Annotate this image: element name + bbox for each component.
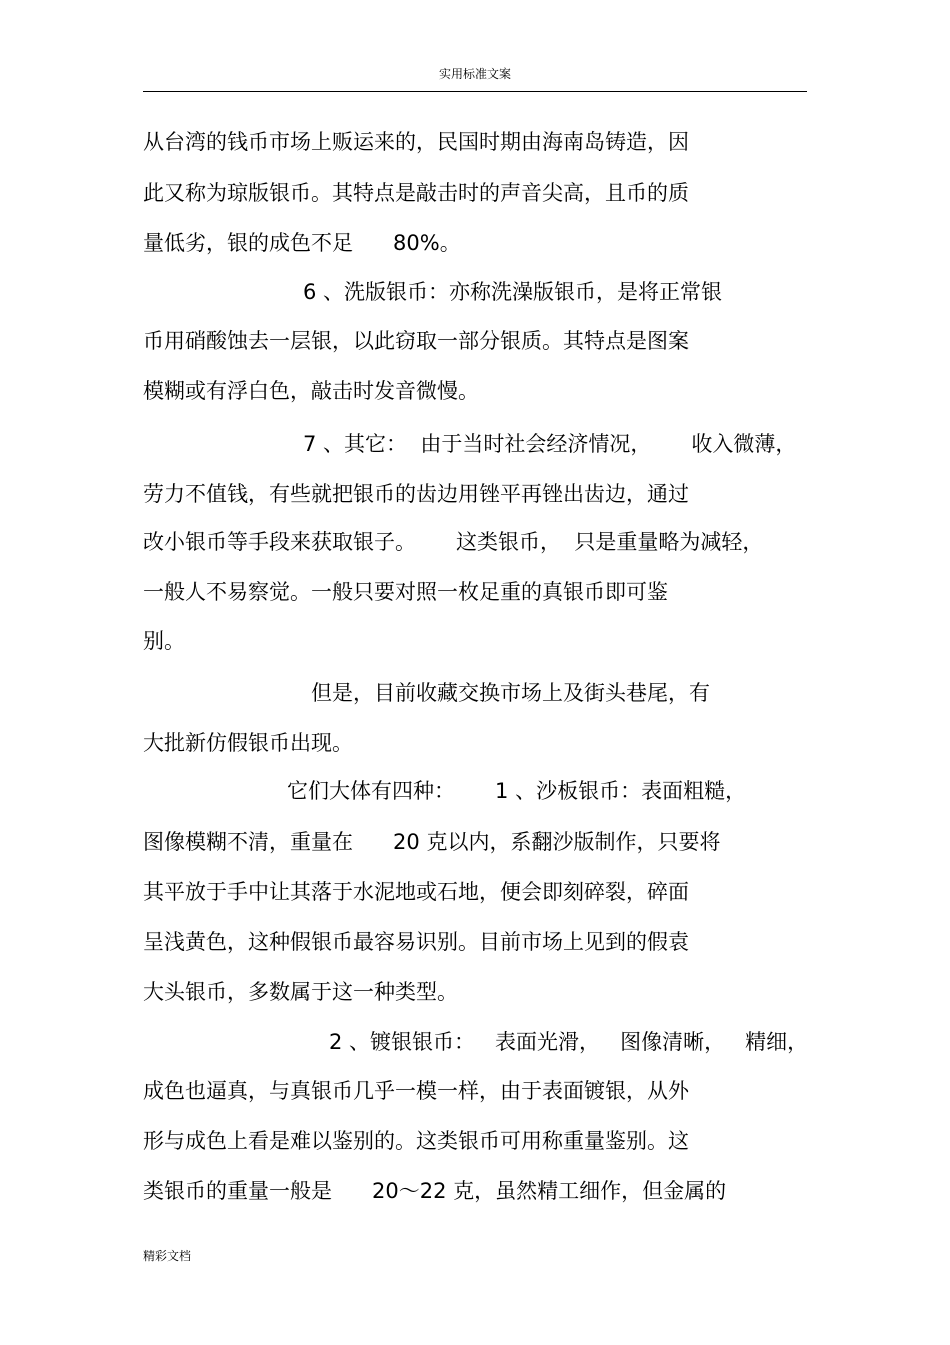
- body-line: 此又称为琼版银币。其特点是敲击时的声音尖高，且币的质: [143, 181, 689, 205]
- body-line: 但是，目前收藏交换市场上及街头巷尾，有: [311, 681, 710, 705]
- body-line: 类银币的重量一般是 20～22 克，虽然精工细作，但金属的: [143, 1179, 727, 1203]
- page-footer: 精彩文档: [143, 1249, 192, 1263]
- body-line: 6 、洗版银币：亦称洗澡版银币，是将正常银: [303, 280, 723, 304]
- body-line: 图像模糊不清，重量在 20 克以内，系翻沙版制作，只要将: [143, 830, 721, 854]
- header-divider: [143, 91, 807, 92]
- body-line: 大头银币，多数属于这一种类型。: [143, 980, 458, 1004]
- page-header: 实用标准文案: [438, 67, 511, 81]
- body-line: 一般人不易察觉。一般只要对照一枚足重的真银币即可鉴: [143, 580, 668, 604]
- body-line: 量低劣，银的成色不足 80%。: [143, 231, 461, 255]
- body-line: 7 、其它： 由于当时社会经济情况， 收入微薄，: [303, 432, 797, 456]
- body-line: 呈浅黄色，这种假银币最容易识别。目前市场上见到的假袁: [143, 930, 689, 954]
- body-line: 2 、镀银银币： 表面光滑， 图像清晰， 精细，: [329, 1030, 809, 1054]
- body-line: 它们大体有四种： 1 、沙板银币：表面粗糙，: [287, 779, 747, 803]
- body-line: 劳力不值钱，有些就把银币的齿边用锉平再锉出齿边，通过: [143, 482, 689, 506]
- body-line: 币用硝酸蚀去一层银，以此窃取一部分银质。其特点是图案: [143, 329, 689, 353]
- body-line: 成色也逼真，与真银币几乎一模一样，由于表面镀银，从外: [143, 1079, 689, 1103]
- body-line: 从台湾的钱币市场上贩运来的，民国时期由海南岛铸造，因: [143, 130, 689, 154]
- body-line: 别。: [143, 629, 185, 653]
- body-line: 大批新仿假银币出现。: [143, 731, 353, 755]
- body-line: 改小银币等手段来获取银子。 这类银币， 只是重量略为减轻，: [143, 530, 764, 554]
- body-line: 其平放于手中让其落于水泥地或石地，便会即刻碎裂，碎面: [143, 880, 689, 904]
- body-line: 模糊或有浮白色，敲击时发音微慢。: [143, 379, 479, 403]
- body-line: 形与成色上看是难以鉴别的。这类银币可用称重量鉴别。这: [143, 1129, 689, 1153]
